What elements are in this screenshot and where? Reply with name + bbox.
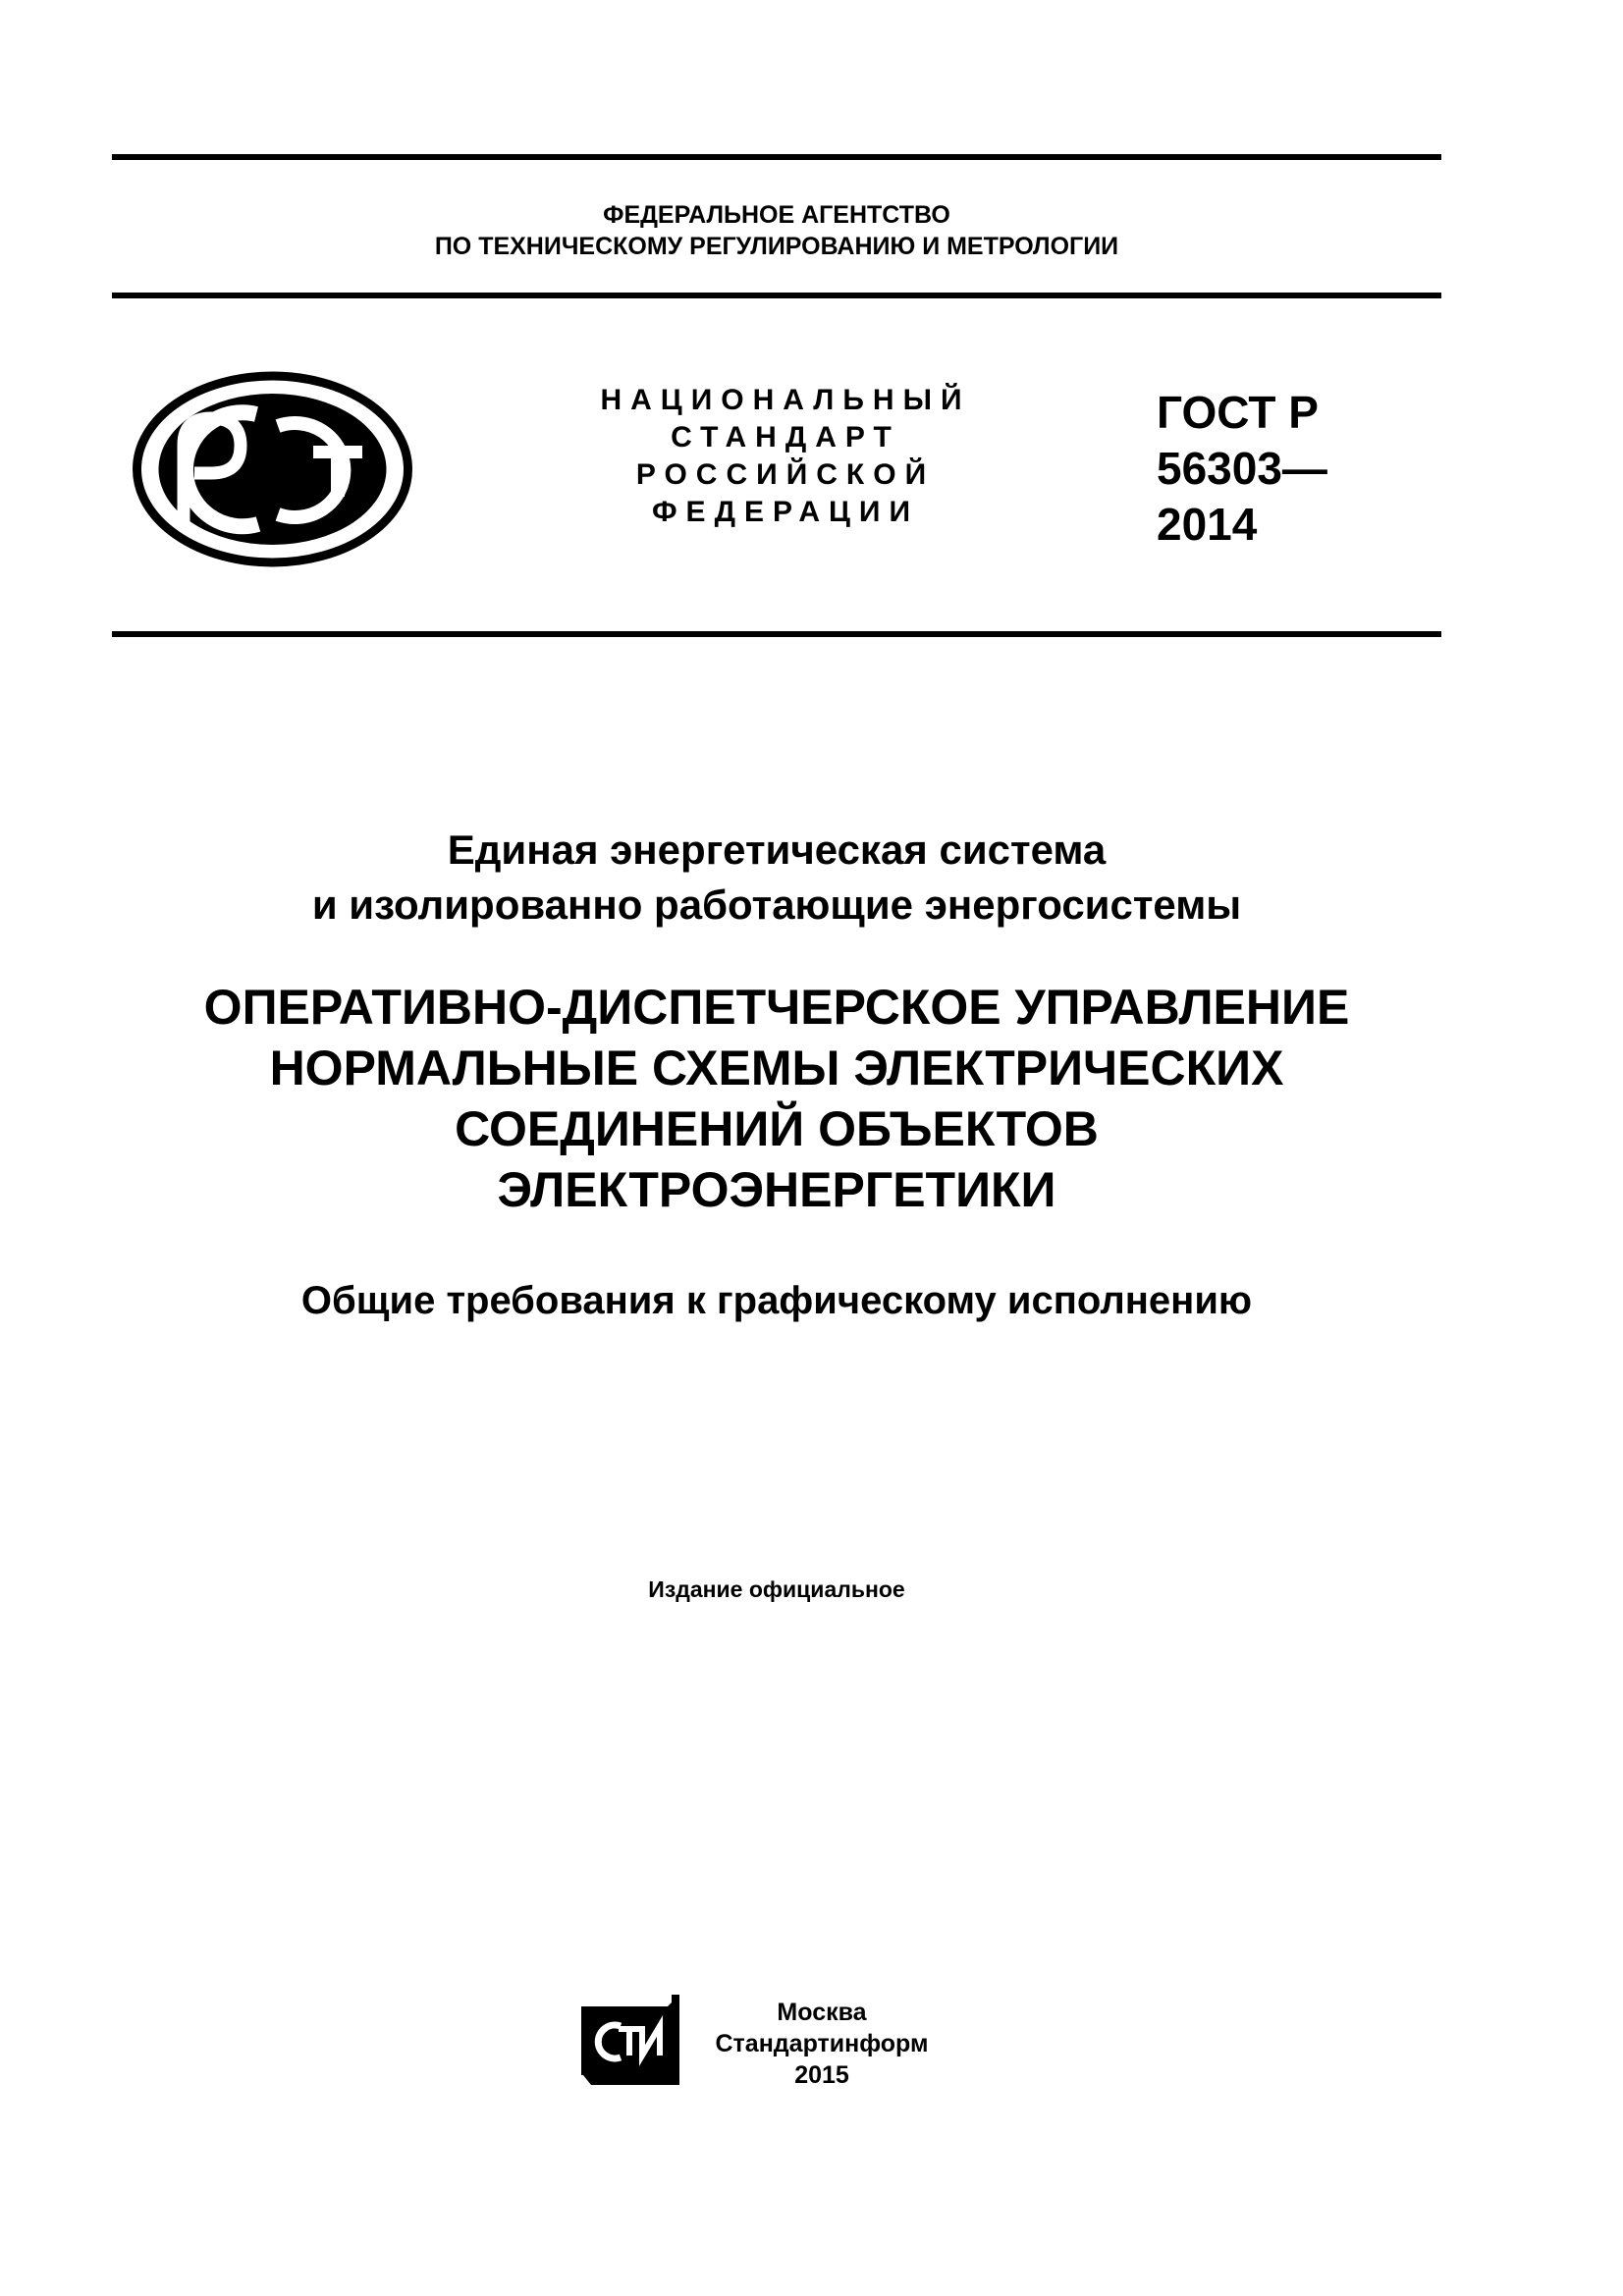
- gost-line-1: ГОСТ Р: [1157, 387, 1319, 438]
- national-line-2: СТАНДАРТ: [671, 421, 900, 454]
- edition-label: Издание официальное: [648, 1576, 905, 1602]
- agency-line-1: ФЕДЕРАЛЬНОЕ АГЕНТСТВО: [603, 201, 950, 229]
- gost-line-3: 2014: [1157, 499, 1258, 550]
- gost-line-2: 56303—: [1157, 443, 1327, 494]
- publisher-year: 2015: [794, 2061, 849, 2089]
- document-subtitle: Общие требования к графическому исполнению: [300, 1279, 1253, 1322]
- header-rule: [112, 293, 1441, 298]
- standard-rule: [112, 631, 1441, 637]
- document-title-line-3: СОЕДИНЕНИЙ ОБЪЕКТОВ: [455, 1101, 1099, 1156]
- rst-mark-logo: [133, 371, 412, 567]
- top-rule: [112, 154, 1441, 160]
- document-title-line-2: НОРМАЛЬНЫЕ СХЕМЫ ЭЛЕКТРИЧЕСКИХ: [269, 1041, 1284, 1095]
- document-title: [112, 977, 1441, 1220]
- document-title-line-1: ОПЕРАТИВНО-ДИСПЕТЧЕРСКОЕ УПРАВЛЕНИЕ: [203, 980, 1350, 1035]
- agency-line-2: ПО ТЕХНИЧЕСКОМУ РЕГУЛИРОВАНИЮ И МЕТРОЛОГИИ: [434, 233, 1119, 260]
- national-line-4: ФЕДЕРАЦИИ: [651, 496, 920, 528]
- national-line-3: РОССИЙСКОЙ: [635, 458, 936, 491]
- publisher-name: Стандартинформ: [715, 2030, 929, 2057]
- system-title-line-2: и изолированно работающие энергосистемы: [311, 881, 1242, 928]
- publisher-city: Москва: [777, 1999, 867, 2026]
- national-standard-label: [555, 382, 1016, 531]
- national-line-1: НАЦИОНАЛЬНЫЙ: [600, 384, 971, 416]
- gost-number: [1157, 385, 1327, 553]
- system-title-line-1: Единая энергетическая система: [447, 827, 1107, 873]
- standartinform-logo: [577, 1993, 683, 2087]
- system-title: [112, 823, 1441, 933]
- publisher-block: [699, 1997, 945, 2091]
- document-title-line-4: ЭЛЕКТРОЭНЕРГЕТИКИ: [497, 1162, 1056, 1217]
- agency-header: [112, 199, 1441, 262]
